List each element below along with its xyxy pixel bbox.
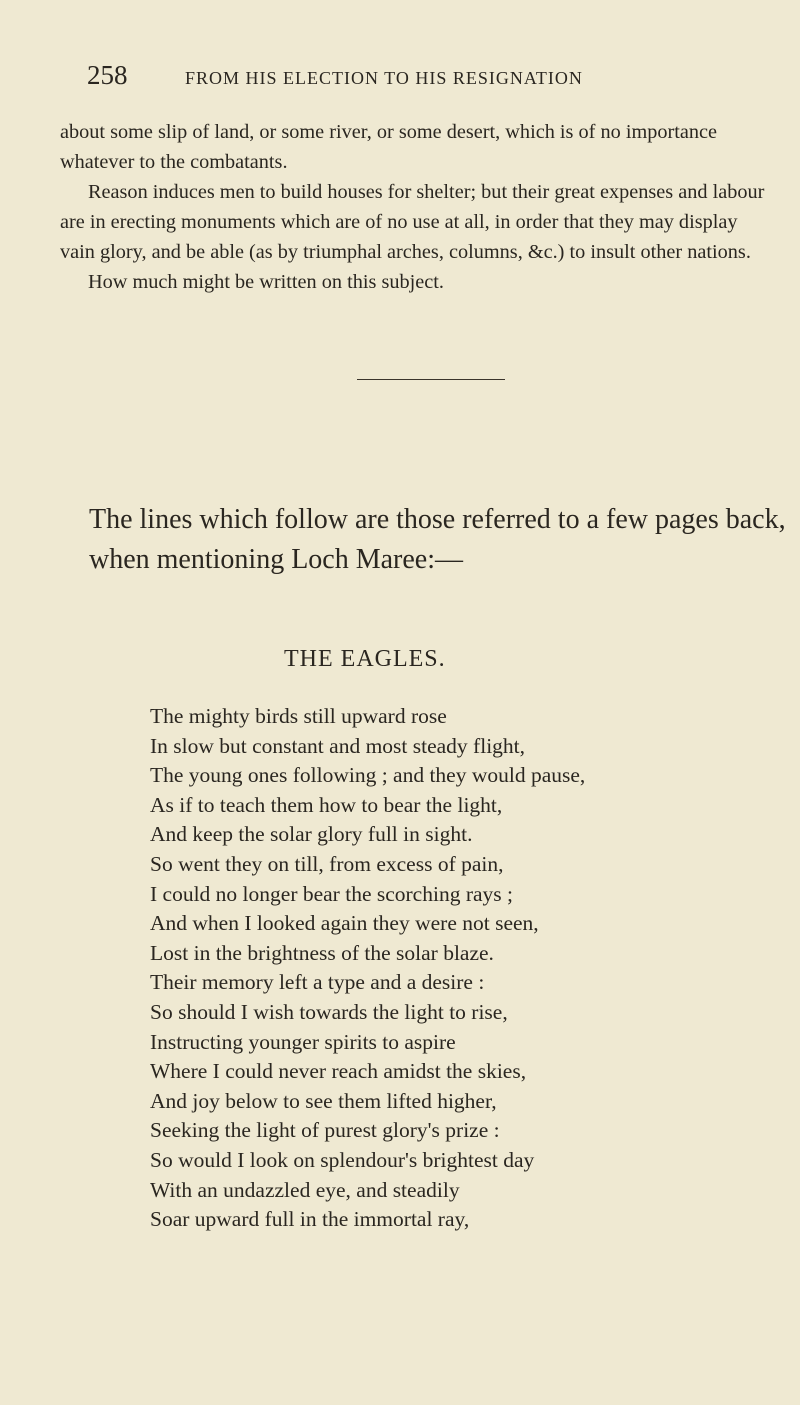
paragraph-subject: How much might be written on this subject.	[88, 271, 445, 293]
intro-text	[89, 500, 789, 580]
poem-line: So went they on till, from excess of pain,	[150, 851, 504, 876]
paragraph-reason: Reason induces men to build houses for shelter; but their great expenses and labour are in erecting monuments which are of no use at all, in order that they may display vain glory, and be able (as by triumphal arches, columns, &c.) to insult other nations.	[60, 181, 765, 263]
paragraph-continuation: about some slip of land, or some river, or some desert, which is of no importance whatever to the combatants.	[60, 121, 718, 173]
poem-line: The mighty birds still upward rose	[150, 704, 447, 728]
running-title: FROM HIS ELECTION TO HIS RESIGNATION	[185, 68, 583, 88]
poem-line: So would I look on splendour's brightest day	[150, 1147, 535, 1172]
poem-line: Their memory left a type and a desire :	[150, 970, 485, 995]
poem-line: As if to teach them how to bear the light,	[150, 792, 503, 817]
poem-line: And joy below to see them lifted higher,	[150, 1088, 497, 1113]
body-text	[60, 117, 775, 297]
poem-line: Seeking the light of purest glory's prize :	[150, 1118, 500, 1143]
poem-line: And keep the solar glory full in sight.	[150, 822, 473, 847]
poem-line: Soar upward full in the immortal ray,	[150, 1207, 470, 1232]
poem-line: Instructing younger spirits to aspire	[150, 1029, 456, 1054]
poem-line: Where I could never reach amidst the skies,	[150, 1059, 527, 1084]
poem-line: So should I wish towards the light to rise,	[150, 999, 508, 1024]
section-divider	[357, 379, 505, 380]
running-head	[87, 60, 687, 91]
poem-line: Lost in the brightness of the solar blaze.	[150, 940, 494, 965]
poem-line: I could no longer bear the scorching rays ;	[150, 881, 513, 906]
poem-line: And when I looked again they were not seen,	[150, 911, 539, 936]
intro-paragraph: The lines which follow are those referred to a few pages back, when mentioning Loch Maree:—	[89, 504, 786, 575]
page-number: 258	[87, 60, 128, 90]
poem-line: With an undazzled eye, and steadily	[150, 1177, 460, 1202]
poem-line: In slow but constant and most steady flight,	[150, 733, 526, 758]
poem-line: The young ones following ; and they would pause,	[150, 763, 586, 788]
poem-title: THE EAGLES.	[284, 646, 446, 672]
poem-stanza	[150, 702, 790, 1235]
